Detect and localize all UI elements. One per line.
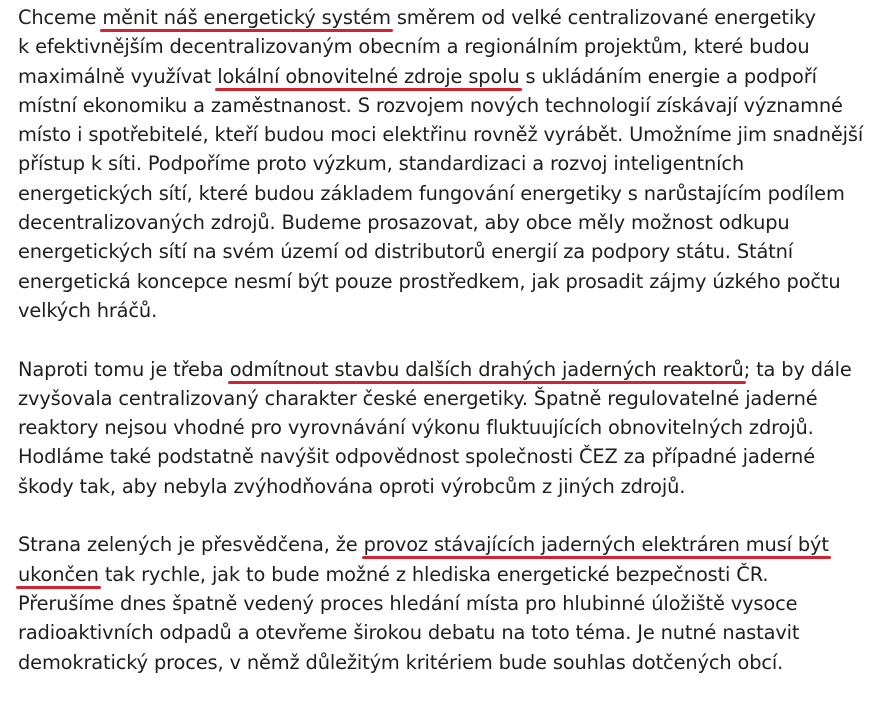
- paragraph-1: [18, 3, 893, 325]
- underlined-phrase: provoz stávajících jaderných elektráren musí být: [363, 533, 829, 557]
- text-segment: energetická koncepce nesmí být pouze prostředkem, jak prosadit zájmy úzkého počtu: [18, 269, 841, 293]
- underlined-phrase: měnit náš energetický systém: [102, 6, 391, 29]
- text-segment: energetických sítí na svém území od distributorů energií za podpory státu. Státní: [18, 240, 794, 264]
- text-line: [18, 530, 893, 559]
- text-line: [18, 3, 893, 32]
- text-segment: k efektivnějším decentralizovaným obecním a regionálním projektům, které budou: [18, 35, 810, 59]
- text-segment: Naproti tomu je třeba: [18, 357, 230, 381]
- text-line: [18, 120, 893, 149]
- text-segment: Chceme: [18, 6, 103, 29]
- text-line: [18, 442, 893, 471]
- underlined-phrase: odmítnout stavbu dalších drahých jaderných reaktorů: [229, 357, 744, 381]
- text-line: [18, 589, 893, 618]
- text-segment: Strana zelených je přesvědčena, že: [18, 533, 364, 557]
- paragraph-gap: [18, 325, 893, 354]
- underlined-phrase: lokální obnovitelné zdroje spolu: [217, 64, 520, 88]
- text-segment: ; ta by dále: [743, 357, 852, 381]
- text-segment: velkých hráčů.: [18, 298, 158, 322]
- text-line: [18, 384, 893, 413]
- text-segment: maximálně využívat: [18, 64, 218, 88]
- text-line: [18, 179, 893, 208]
- text-segment: Hodláme také podstatně navýšit odpovědnost společnosti ČEZ za případné jaderné: [18, 445, 815, 469]
- document-body: [18, 3, 893, 677]
- text-segment: tak rychle, jak to bude možné z hlediska energetické bezpečnosti ČR.: [98, 562, 769, 586]
- text-segment: Přerušíme dnes špatně vedený proces hledání místa pro hlubinné úložiště vysoce: [18, 591, 798, 615]
- text-segment: s ukládáním energie a podpoří: [519, 64, 817, 88]
- paragraph-3: [18, 530, 893, 676]
- text-segment: přístup k síti. Podpoříme proto výzkum, standardizaci a rozvoj inteligentních: [18, 152, 745, 176]
- text-segment: místní ekonomiku a zaměstnanost. S rozvojem nových technologií získávají významné: [18, 93, 843, 117]
- text-line: [18, 237, 893, 266]
- text-line: [18, 32, 893, 61]
- text-line: [18, 91, 893, 120]
- text-line: [18, 296, 893, 325]
- text-segment: reaktory nejsou vhodné pro vyrovnávání výkonu fluktuujících obnovitelných zdrojů.: [18, 416, 814, 440]
- text-line: [18, 413, 893, 442]
- text-line: [18, 355, 893, 384]
- text-line: [18, 62, 893, 91]
- text-segment: demokratický proces, v němž důležitým kritériem bude souhlas dotčených obcí.: [18, 650, 784, 674]
- text-segment: decentralizovaných zdrojů. Budeme prosazovat, aby obce měly možnost odkupu: [18, 211, 790, 235]
- text-segment: energetických sítí, které budou základem fungování energetiky s narůstajícím podílem: [18, 181, 845, 205]
- paragraph-gap: [18, 501, 893, 530]
- text-segment: místo i spotřebitelé, kteří budou moci elektřinu rovněž vyrábět. Umožníme jim snadnější: [18, 123, 864, 147]
- text-line: [18, 267, 893, 296]
- text-line: [18, 208, 893, 237]
- text-line: [18, 472, 893, 501]
- text-segment: směrem od velké centralizované energetiky: [390, 6, 816, 29]
- text-segment: radioaktivních odpadů a otevřeme širokou debatu na toto téma. Je nutné nastavit: [18, 621, 800, 645]
- text-line: [18, 618, 893, 647]
- underlined-phrase: ukončen: [18, 562, 99, 586]
- text-line: [18, 149, 893, 178]
- paragraph-2: [18, 355, 893, 501]
- text-line: [18, 648, 893, 677]
- text-segment: zvyšovala centralizovaný charakter české energetiky. Špatně regulovatelné jaderné: [18, 386, 818, 410]
- text-segment: škody tak, aby nebyla zvýhodňována oproti výrobcům z jiných zdrojů.: [18, 474, 686, 498]
- text-line: [18, 560, 893, 589]
